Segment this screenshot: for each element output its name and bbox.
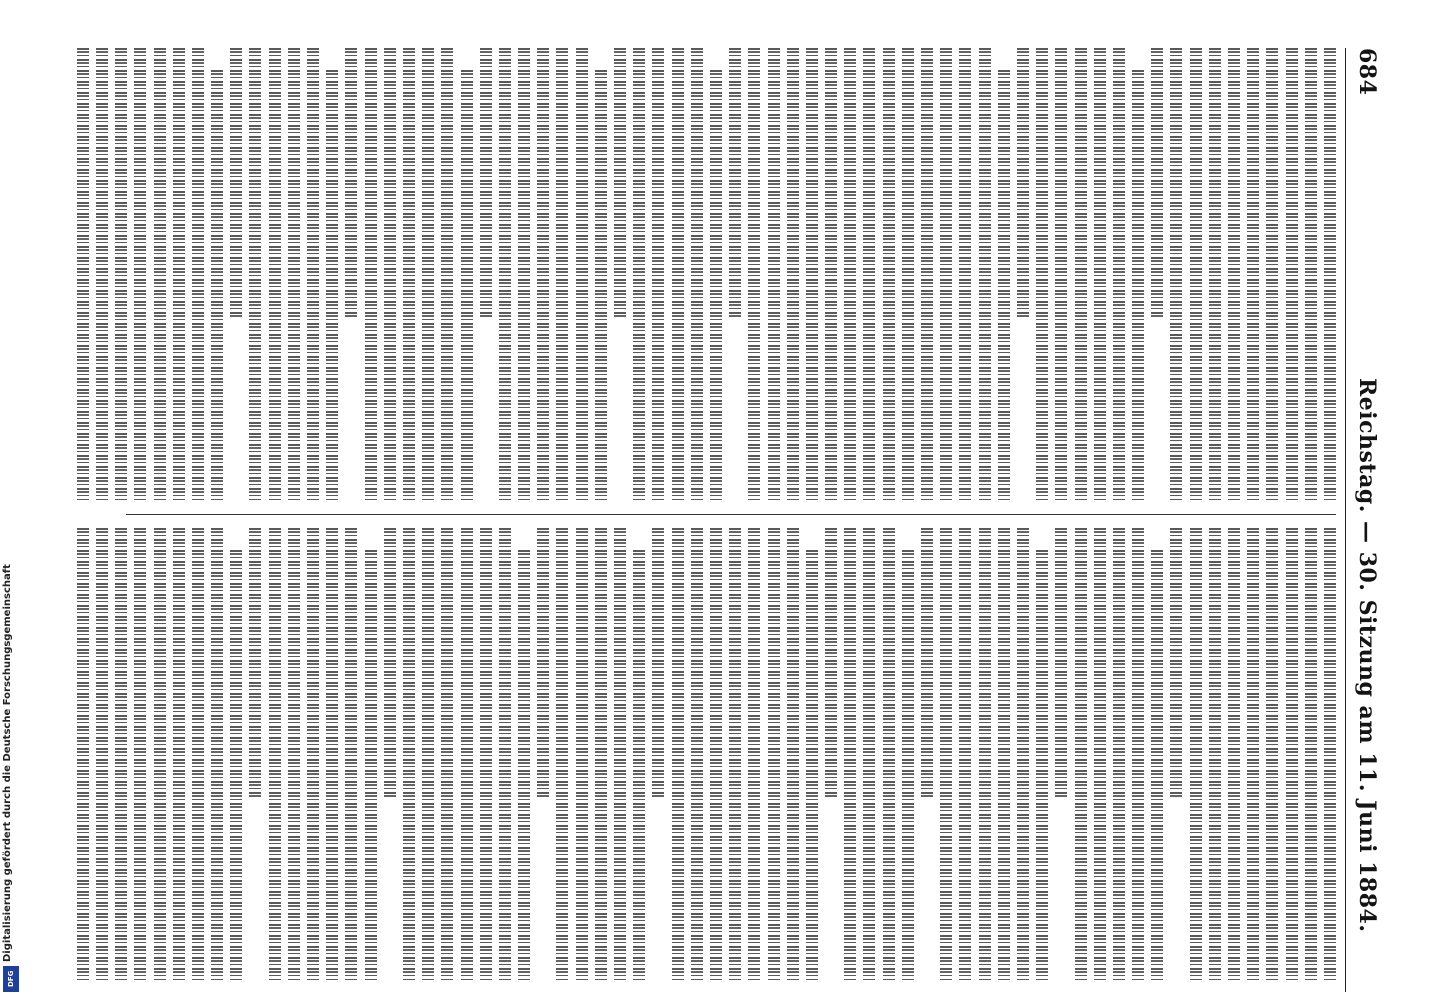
text-line xyxy=(77,528,89,980)
text-line xyxy=(1247,48,1259,500)
text-line xyxy=(1266,48,1278,500)
text-line xyxy=(825,48,837,500)
text-line xyxy=(96,528,108,980)
text-line xyxy=(326,528,338,980)
text-line xyxy=(422,528,434,980)
text-line xyxy=(480,48,492,319)
text-line xyxy=(806,48,818,500)
text-line xyxy=(806,550,818,980)
text-line xyxy=(192,528,204,980)
text-line xyxy=(211,528,223,980)
text-line xyxy=(672,528,684,980)
text-line xyxy=(1132,70,1144,500)
text-line xyxy=(192,48,204,500)
text-line xyxy=(250,528,262,799)
text-line xyxy=(1209,48,1221,500)
dfg-logo: DFG xyxy=(3,966,19,992)
text-line xyxy=(288,528,300,980)
text-line xyxy=(1228,528,1240,980)
text-line xyxy=(211,70,223,500)
text-line xyxy=(1055,528,1067,799)
text-line xyxy=(345,528,357,980)
text-line xyxy=(557,48,569,500)
text-line xyxy=(384,48,396,500)
text-line xyxy=(480,528,492,980)
text-line xyxy=(921,48,933,500)
text-line xyxy=(614,48,626,319)
text-line xyxy=(921,528,933,799)
text-line xyxy=(1171,48,1183,500)
text-line xyxy=(403,48,415,500)
text-line xyxy=(499,528,511,980)
text-line xyxy=(1190,528,1202,980)
text-column-left xyxy=(126,48,1336,500)
text-line xyxy=(345,48,357,319)
text-line xyxy=(768,48,780,500)
text-line xyxy=(326,70,338,500)
text-line xyxy=(288,48,300,500)
text-line xyxy=(307,48,319,500)
running-title: Reichstag. — 30. Sitzung am 11. Juni 1884. xyxy=(1354,378,1380,933)
text-line xyxy=(1113,528,1125,980)
text-line xyxy=(461,70,473,500)
text-line xyxy=(1247,528,1259,980)
text-line xyxy=(979,528,991,980)
text-line xyxy=(1209,528,1221,980)
text-line xyxy=(883,48,895,500)
text-line xyxy=(1151,550,1163,980)
text-line xyxy=(672,48,684,500)
text-line xyxy=(1113,48,1125,500)
text-line xyxy=(173,48,185,500)
text-line xyxy=(595,528,607,980)
text-line xyxy=(979,48,991,500)
text-line xyxy=(959,528,971,980)
text-line xyxy=(77,48,89,500)
text-line xyxy=(403,528,415,980)
text-line xyxy=(844,48,856,500)
text-line xyxy=(307,528,319,980)
text-line xyxy=(461,528,473,980)
text-line xyxy=(557,528,569,980)
text-line xyxy=(1286,528,1298,980)
text-line xyxy=(902,550,914,980)
text-line xyxy=(441,48,453,500)
text-line xyxy=(652,48,664,500)
text-line xyxy=(365,48,377,500)
text-line xyxy=(154,48,166,500)
text-line xyxy=(729,528,741,980)
text-line xyxy=(250,48,262,500)
text-line xyxy=(269,48,281,500)
text-line xyxy=(96,48,108,500)
text-column-right xyxy=(126,528,1336,980)
text-line xyxy=(422,48,434,500)
text-line xyxy=(1036,550,1048,980)
text-line xyxy=(1305,528,1317,980)
text-line xyxy=(1075,528,1087,980)
text-line xyxy=(173,528,185,980)
text-line xyxy=(691,528,703,980)
text-line xyxy=(1305,48,1317,500)
text-line xyxy=(115,48,127,500)
text-line xyxy=(998,528,1010,980)
text-line xyxy=(595,70,607,500)
text-line xyxy=(365,550,377,980)
text-line xyxy=(940,528,952,980)
text-line xyxy=(1132,528,1144,980)
text-line xyxy=(748,48,760,500)
text-line xyxy=(787,48,799,500)
text-line xyxy=(1171,528,1183,799)
text-line xyxy=(902,48,914,500)
page-number: 684 xyxy=(1354,48,1380,96)
text-line xyxy=(1075,48,1087,500)
text-line xyxy=(576,48,588,500)
column-divider xyxy=(126,514,1336,515)
text-line xyxy=(537,48,549,500)
text-line xyxy=(518,48,530,500)
text-line xyxy=(134,48,146,500)
digitization-note: Digitalisierung gefördert durch die Deutsche Forschungsgemeinschaft xyxy=(2,564,13,962)
text-line xyxy=(940,48,952,500)
text-line xyxy=(710,70,722,500)
text-line xyxy=(1094,528,1106,980)
text-line xyxy=(959,48,971,500)
text-line xyxy=(864,528,876,980)
text-line xyxy=(1017,48,1029,319)
text-line xyxy=(710,528,722,980)
text-line xyxy=(652,528,664,799)
text-line xyxy=(1266,528,1278,980)
text-line xyxy=(633,550,645,980)
text-line xyxy=(844,528,856,980)
text-line xyxy=(384,528,396,799)
text-line xyxy=(154,528,166,980)
text-line xyxy=(537,528,549,799)
text-line xyxy=(729,48,741,319)
text-line xyxy=(633,48,645,500)
text-line xyxy=(269,528,281,980)
text-line xyxy=(441,528,453,980)
text-line xyxy=(230,48,242,319)
text-line xyxy=(1151,48,1163,319)
text-line xyxy=(1324,48,1336,500)
text-line xyxy=(1017,528,1029,980)
text-line xyxy=(115,528,127,980)
text-line xyxy=(499,48,511,500)
text-line xyxy=(691,48,703,500)
text-line xyxy=(134,528,146,980)
text-line xyxy=(748,528,760,980)
text-line xyxy=(787,528,799,980)
text-line xyxy=(1036,48,1048,500)
text-line xyxy=(864,48,876,500)
text-line xyxy=(230,550,242,980)
page-header xyxy=(1345,48,1386,992)
text-line xyxy=(1286,48,1298,500)
text-line xyxy=(998,70,1010,500)
printed-page xyxy=(86,48,1386,992)
text-line xyxy=(1324,528,1336,980)
text-line xyxy=(576,528,588,980)
text-line xyxy=(768,528,780,980)
digitization-footer xyxy=(0,0,24,1000)
text-line xyxy=(825,528,837,799)
text-line xyxy=(883,528,895,980)
text-line xyxy=(1228,48,1240,500)
text-line xyxy=(1190,48,1202,500)
text-line xyxy=(1094,48,1106,500)
text-line xyxy=(1055,48,1067,500)
text-line xyxy=(614,528,626,980)
text-line xyxy=(518,550,530,980)
